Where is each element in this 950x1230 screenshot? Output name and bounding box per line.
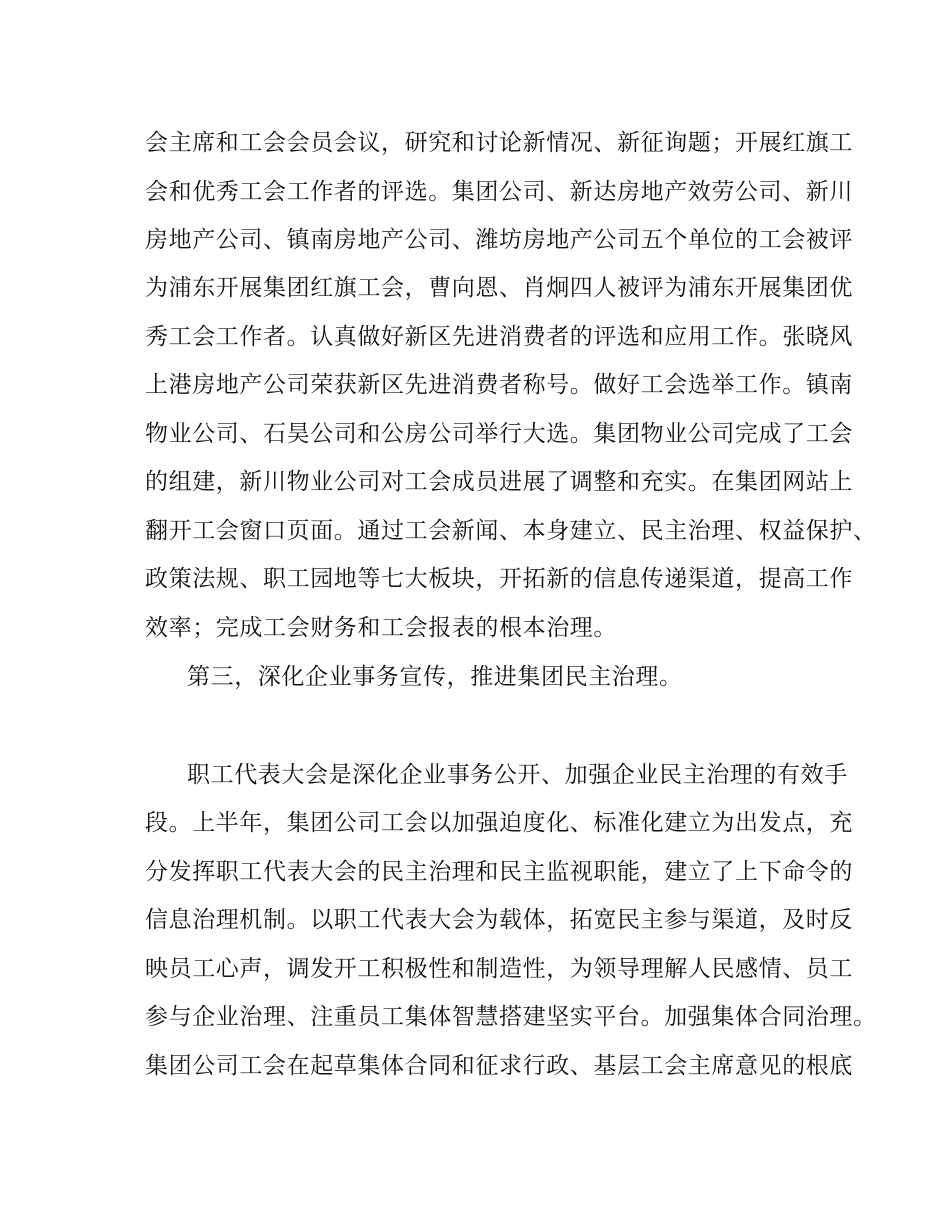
text-line: 职工代表大会是深化企业事务公开、加强企业民主治理的有效手	[187, 762, 848, 788]
text-line: 物业公司、石昊公司和公房公司举行大选。集团物业公司完成了工会	[145, 421, 853, 447]
text-line: 会和优秀工会工作者的评选。集团公司、新达房地产效劳公司、新川	[145, 179, 853, 205]
text-line: 秀工会工作者。认真做好新区先进消费者的评选和应用工作。张晓风	[145, 324, 853, 350]
text-line: 信息治理机制。以职工代表大会为载体，拓宽民主参与渠道，及时反	[145, 907, 853, 933]
section-heading: 第三，深化企业事务宣传，推进集团民主治理。	[187, 664, 683, 690]
text-line: 段。上半年，集团公司工会以加强迫度化、标准化建立为出发点，充	[145, 810, 853, 836]
text-line: 会主席和工会会员会议，研究和讨论新情况、新征询题；开展红旗工	[145, 130, 853, 156]
text-line: 效率；完成工会财务和工会报表的根本治理。	[145, 615, 617, 641]
text-line: 房地产公司、镇南房地产公司、潍坊房地产公司五个单位的工会被评	[145, 227, 853, 253]
text-line: 分发挥职工代表大会的民主治理和民主监视职能，建立了上下命令的	[145, 859, 853, 885]
text-line: 上港房地产公司荣获新区先进消费者称号。做好工会选举工作。镇南	[145, 372, 853, 398]
text-line: 集团公司工会在起草集体合同和征求行政、基层工会主席意见的根底	[145, 1053, 853, 1079]
text-line: 为浦东开展集团红旗工会，曹向恩、肖炯四人被评为浦东开展集团优	[145, 275, 853, 301]
text-line: 翻开工会窗口页面。通过工会新闻、本身建立、民主治理、权益保护、	[145, 518, 877, 544]
text-line: 的组建，新川物业公司对工会成员进展了调整和充实。在集团网站上	[145, 469, 853, 495]
text-line: 参与企业治理、注重员工集体智慧搭建坚实平台。加强集体合同治理。	[145, 1004, 877, 1030]
text-line: 政策法规、职工园地等七大板块，开拓新的信息传递渠道，提高工作	[145, 566, 853, 592]
text-line: 映员工心声，调发开工积极性和制造性，为领导理解人民感情、员工	[145, 956, 853, 982]
